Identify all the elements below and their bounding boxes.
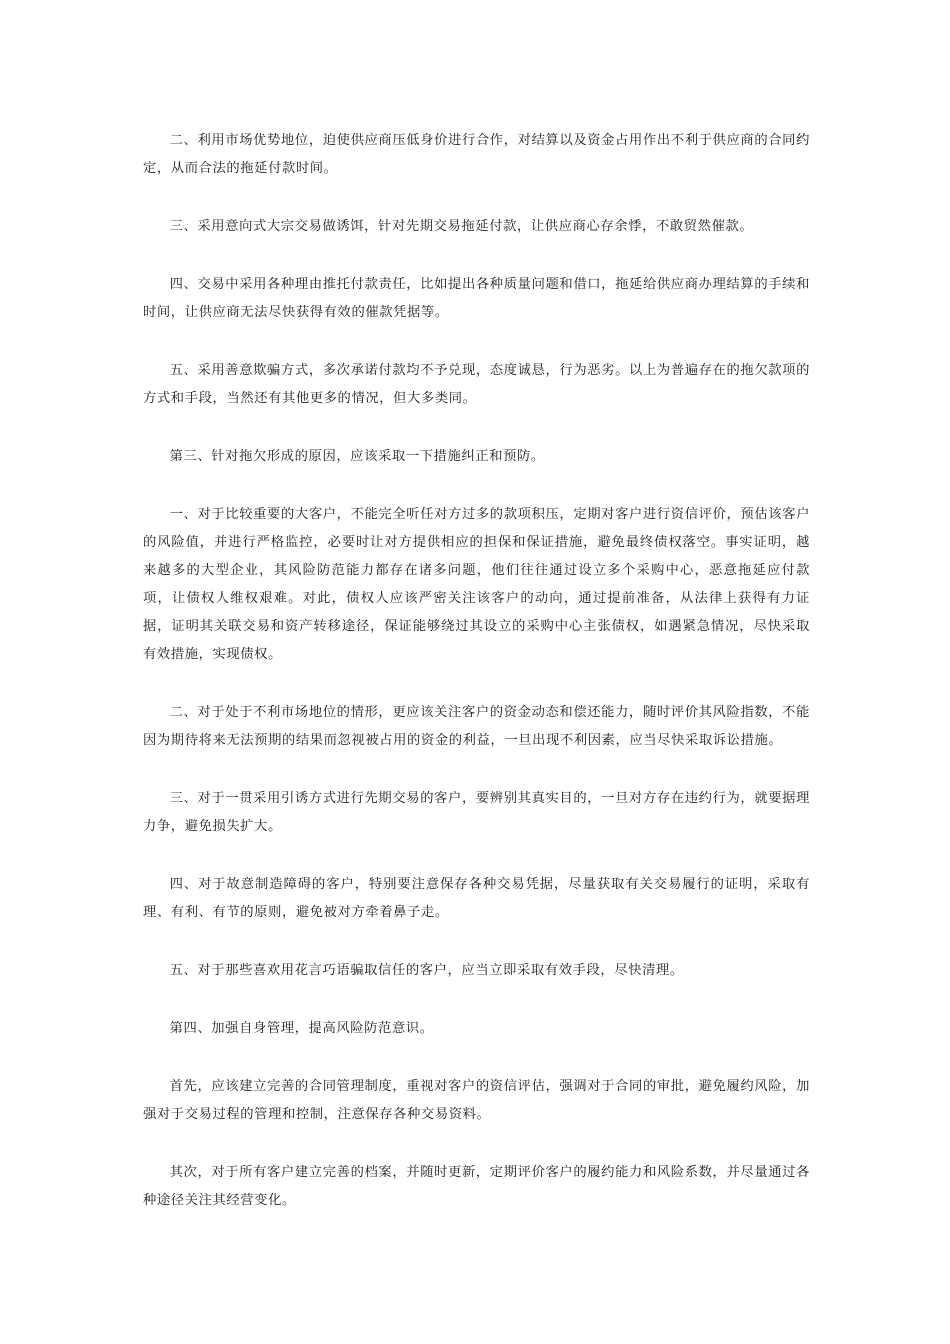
section-heading: 第三、针对拖欠形成的原因，应该采取一下措施纠正和预防。 [169,449,545,464]
paragraph: 五、采用善意欺骗方式，多次承诺付款均不予兑现，态度诚恳，行为恶劣。以上为普遍存在的拖欠款项的方式和手段，当然还有其他更多的情况，但大多类同。 [143,363,810,406]
document-body [143,127,810,1245]
paragraph: 首先，应该建立完善的合同管理制度，重视对客户的资信评估，强调对于合同的审批，避免履约风险，加强对于交易过程的管理和控制，注意保存各种交易资料。 [143,1079,810,1122]
paragraph: 五、对于那些喜欢用花言巧语骗取信任的客户，应当立即采取有效手段，尽快清理。 [169,963,684,978]
paragraph: 二、对于处于不利市场地位的情形，更应该关注客户的资金动态和偿还能力，随时评价其风险指数，不能因为期待将来无法预期的结果而忽视被占用的资金的利益，一旦出现不利因素，应当尽快采取诉讼措施。 [143,705,810,748]
paragraph: 四、交易中采用各种理由推托付款责任，比如提出各种质量问题和借口，拖延给供应商办理结算的手续和时间，让供应商无法尽快获得有效的催款凭据等。 [143,277,810,320]
paragraph: 一、对于比较重要的大客户，不能完全听任对方过多的款项积压，定期对客户进行资信评价，预估该客户的风险值，并进行严格监控，必要时让对方提供相应的担保和保证措施，避免最终债权落空。事实证明，越来越多的大型企业，其风险防范能力都存在诸多问题，他们往往通过设立多个采购中心，恶意拖延应付款项，让债权人维权艰难。对此，债权人应该严密关注该客户的动向，通过提前准备，从法律上获得有力证据，证明其关联交易和资产转移途径，保证能够绕过其设立的采购中心主张债权，如遇紧急情况，尽快采取有效措施，实现债权。 [143,507,810,662]
paragraph: 三、对于一贯采用引诱方式进行先期交易的客户，要辨别其真实目的，一旦对方存在违约行为，就要据理力争，避免损失扩大。 [143,791,810,834]
paragraph: 二、利用市场优势地位，迫使供应商压低身价进行合作，对结算以及资金占用作出不利于供应商的合同约定，从而合法的拖延付款时间。 [143,133,810,176]
section-heading: 第四、加强自身管理，提高风险防范意识。 [169,1021,434,1036]
paragraph: 其次，对于所有客户建立完善的档案，并随时更新，定期评价客户的履约能力和风险系数，并尽量通过各种途径关注其经营变化。 [143,1165,810,1208]
paragraph: 三、采用意向式大宗交易做诱饵，针对先期交易拖延付款，让供应商心存余悸，不敢贸然催款。 [169,219,754,234]
paragraph: 四、对于故意制造障碍的客户，特别要注意保存各种交易凭据，尽量获取有关交易履行的证明，采取有理、有利、有节的原则，避免被对方牵着鼻子走。 [143,877,810,920]
